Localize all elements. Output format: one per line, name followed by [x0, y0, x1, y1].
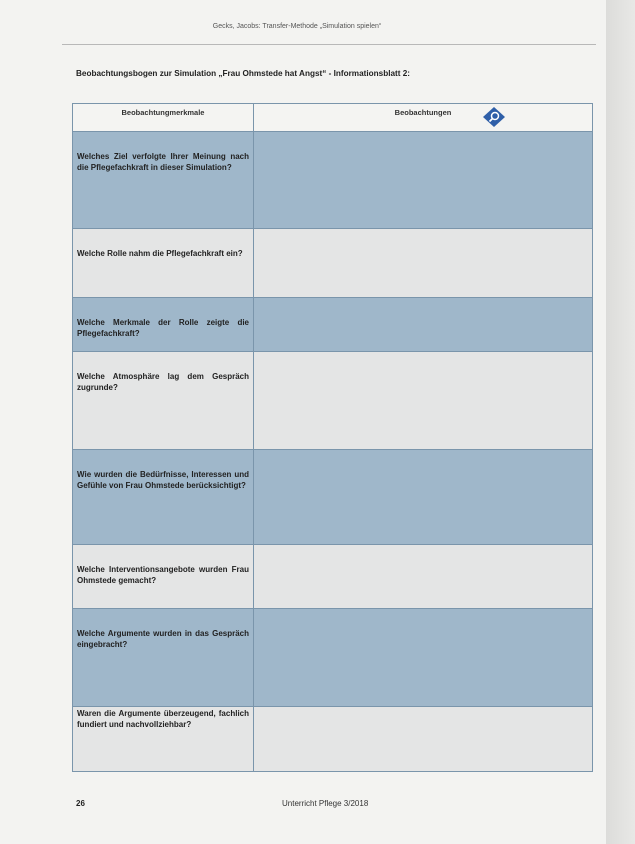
- magnifier-icon: [483, 107, 505, 127]
- journal-name: Unterricht Pflege 3/2018: [282, 799, 369, 808]
- column-header-features: Beobachtungmerkmale: [73, 104, 254, 132]
- answer-field[interactable]: [254, 352, 592, 450]
- observation-table: [72, 103, 593, 772]
- question-role: Welche Rolle nahm die Pflegefachkraft ein?: [73, 229, 254, 298]
- question-needs: Wie wurden die Bedürfnisse, Interessen und Gefühle von Frau Ohmstede berücksichtigt?: [73, 450, 254, 545]
- answer-field[interactable]: [254, 545, 592, 609]
- question-interventions: Welche Interventionsangebote wurden Frau Ohmstede gemacht?: [73, 545, 254, 609]
- worksheet-title: Beobachtungsbogen zur Simulation „Frau Ohmstede hat Angst“ - Informationsblatt 2:: [76, 69, 411, 78]
- column-header-observations-label: Beobachtungen: [394, 108, 452, 117]
- answer-field[interactable]: [254, 609, 592, 707]
- page-number: 26: [76, 799, 85, 808]
- answer-field[interactable]: [254, 132, 592, 229]
- header-rule: [62, 44, 596, 45]
- question-goal: Welches Ziel verfolgte Ihrer Meinung nach die Pflegefachkraft in dieser Simulation?: [73, 132, 254, 229]
- running-head: Gecks, Jacobs: Transfer-Methode „Simulation spielen“: [212, 23, 382, 30]
- question-arguments: Welche Argumente wurden in das Gespräch eingebracht?: [73, 609, 254, 707]
- question-argument-quality: Waren die Argumente überzeugend, fachlich fundiert und nachvollziehbar?: [73, 707, 254, 771]
- answer-field[interactable]: [254, 298, 592, 352]
- scan-edge: [606, 0, 635, 844]
- question-role-features: Welche Merkmale der Rolle zeigte die Pflegefachkraft?: [73, 298, 254, 352]
- answer-field[interactable]: [254, 229, 592, 298]
- column-header-observations: [254, 104, 592, 132]
- answer-field[interactable]: [254, 450, 592, 545]
- answer-field[interactable]: [254, 707, 592, 771]
- question-atmosphere: Welche Atmosphäre lag dem Gespräch zugrunde?: [73, 352, 254, 450]
